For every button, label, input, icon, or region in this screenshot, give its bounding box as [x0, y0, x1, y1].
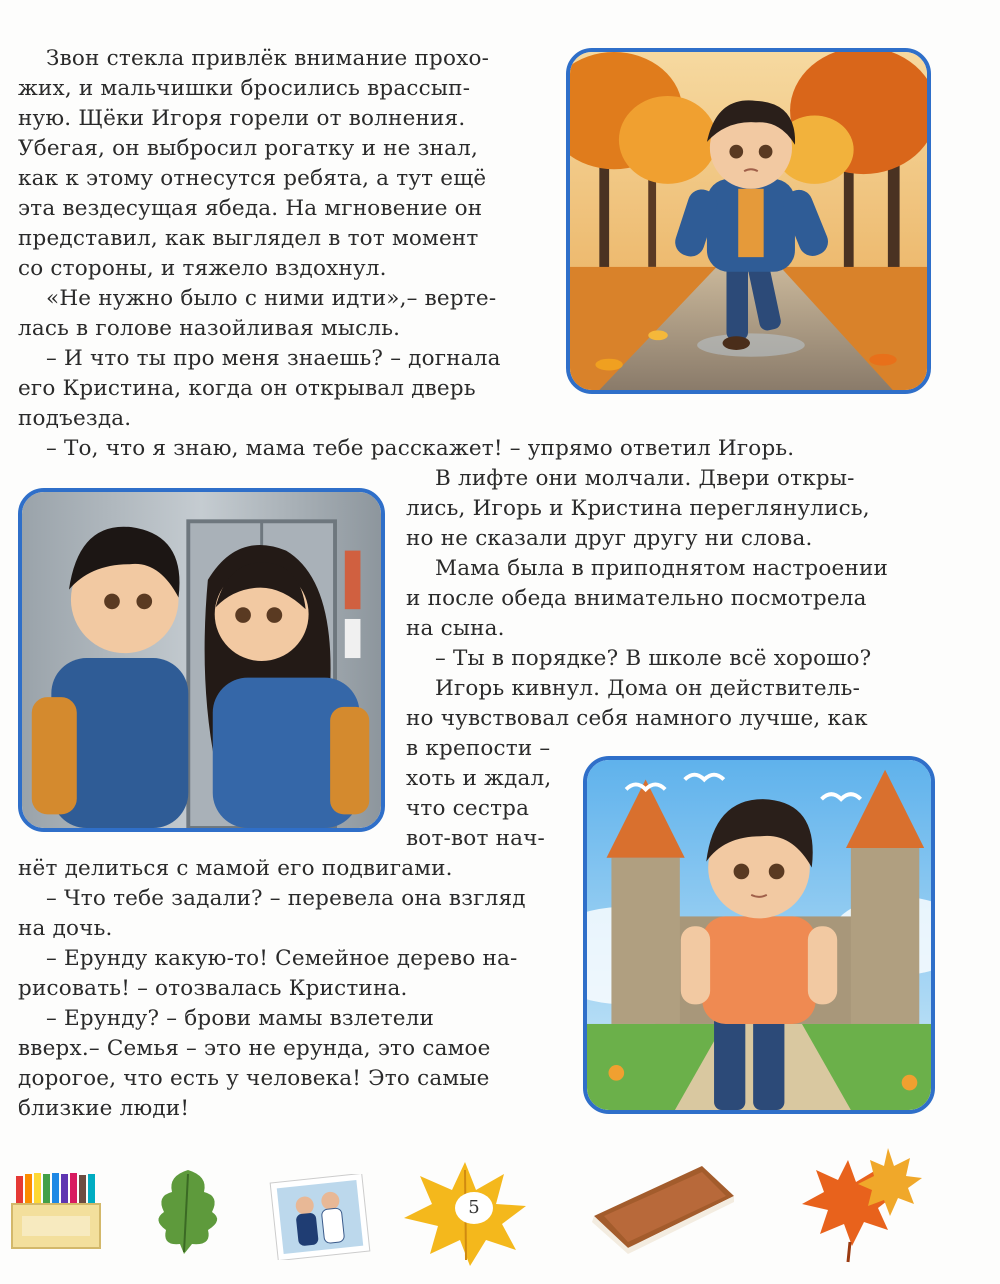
text-line: Убегая, он выбросил рогатку и не знал,: [18, 136, 478, 161]
crayons-box-icon: [6, 1168, 104, 1252]
text-line: вот-вот нач-: [406, 826, 546, 851]
text-line: эта вездесущая ябеда. На мгновение он: [18, 196, 483, 221]
text-line: – Ерунду? – брови мамы взлетели: [46, 1006, 435, 1031]
text-line: – И что ты про меня знаешь? – догнала: [46, 346, 501, 371]
text-line: лась в голове назойливая мысль.: [18, 316, 401, 341]
text-line: – Ты в порядке? В школе всё хорошо?: [435, 646, 872, 671]
illustration-boy-and-girl-elevator: [18, 488, 385, 832]
text-line: близкие люди!: [18, 1096, 190, 1121]
green-oak-leaf-icon: [150, 1166, 226, 1256]
text-line: В лифте они молчали. Двери откры-: [435, 466, 855, 491]
text-line: рисовать! – отозвалась Кристина.: [18, 976, 408, 1001]
text-line: дорогое, что есть у человека! Это самые: [18, 1066, 490, 1091]
text-line: его Кристина, когда он открывал дверь: [18, 376, 476, 401]
text-line: жих, и мальчишки бросились врассып-: [18, 76, 471, 101]
text-line: со стороны, и тяжело вздохнул.: [18, 256, 387, 281]
text-line: нёт делиться с мамой его подвигами.: [18, 856, 453, 881]
text-line: представил, как выглядел в тот момент: [18, 226, 479, 251]
text-line: что сестра: [406, 796, 530, 821]
text-line: подъезда.: [18, 406, 132, 431]
text-line: лись, Игорь и Кристина переглянулись,: [406, 496, 870, 521]
family-photo-icon: [268, 1174, 372, 1260]
text-line: на дочь.: [18, 916, 113, 941]
text-line: и после обеда внимательно посмотрела: [406, 586, 867, 611]
text-line: хоть и ждал,: [406, 766, 552, 791]
text-line: ную. Щёки Игоря горели от волнения.: [18, 106, 466, 131]
illustration-boy-castle: [583, 756, 935, 1114]
text-line: на сына.: [406, 616, 505, 641]
page-number: 5: [455, 1192, 493, 1224]
text-line: – Что тебе задали? – перевела она взгляд: [46, 886, 526, 911]
text-line: – То, что я знаю, мама тебе расскажет! – упрямо ответил Игорь.: [46, 436, 795, 461]
text-line: Звон стекла привлёк внимание прохо-: [46, 46, 490, 71]
text-line: Игорь кивнул. Дома он действитель-: [435, 676, 861, 701]
text-line: но не сказали друг другу ни слова.: [406, 526, 813, 551]
text-line: вверх.– Семья – это не ерунда, это самое: [18, 1036, 491, 1061]
brown-book-icon: [584, 1160, 742, 1254]
text-line: – Ерунду какую-то! Семейное дерево на-: [46, 946, 518, 971]
text-line: но чувствовал себя намного лучше, как: [406, 706, 868, 731]
text-line: в крепости –: [406, 736, 551, 761]
text-line: как к этому отнесутся ребята, а тут ещё: [18, 166, 487, 191]
orange-maple-leaves-icon: [792, 1146, 924, 1264]
illustration-boy-running-autumn: [566, 48, 931, 394]
text-line: Мама была в приподнятом настроении: [435, 556, 889, 581]
text-line: «Не нужно было с ними идти»,– верте-: [46, 286, 497, 311]
